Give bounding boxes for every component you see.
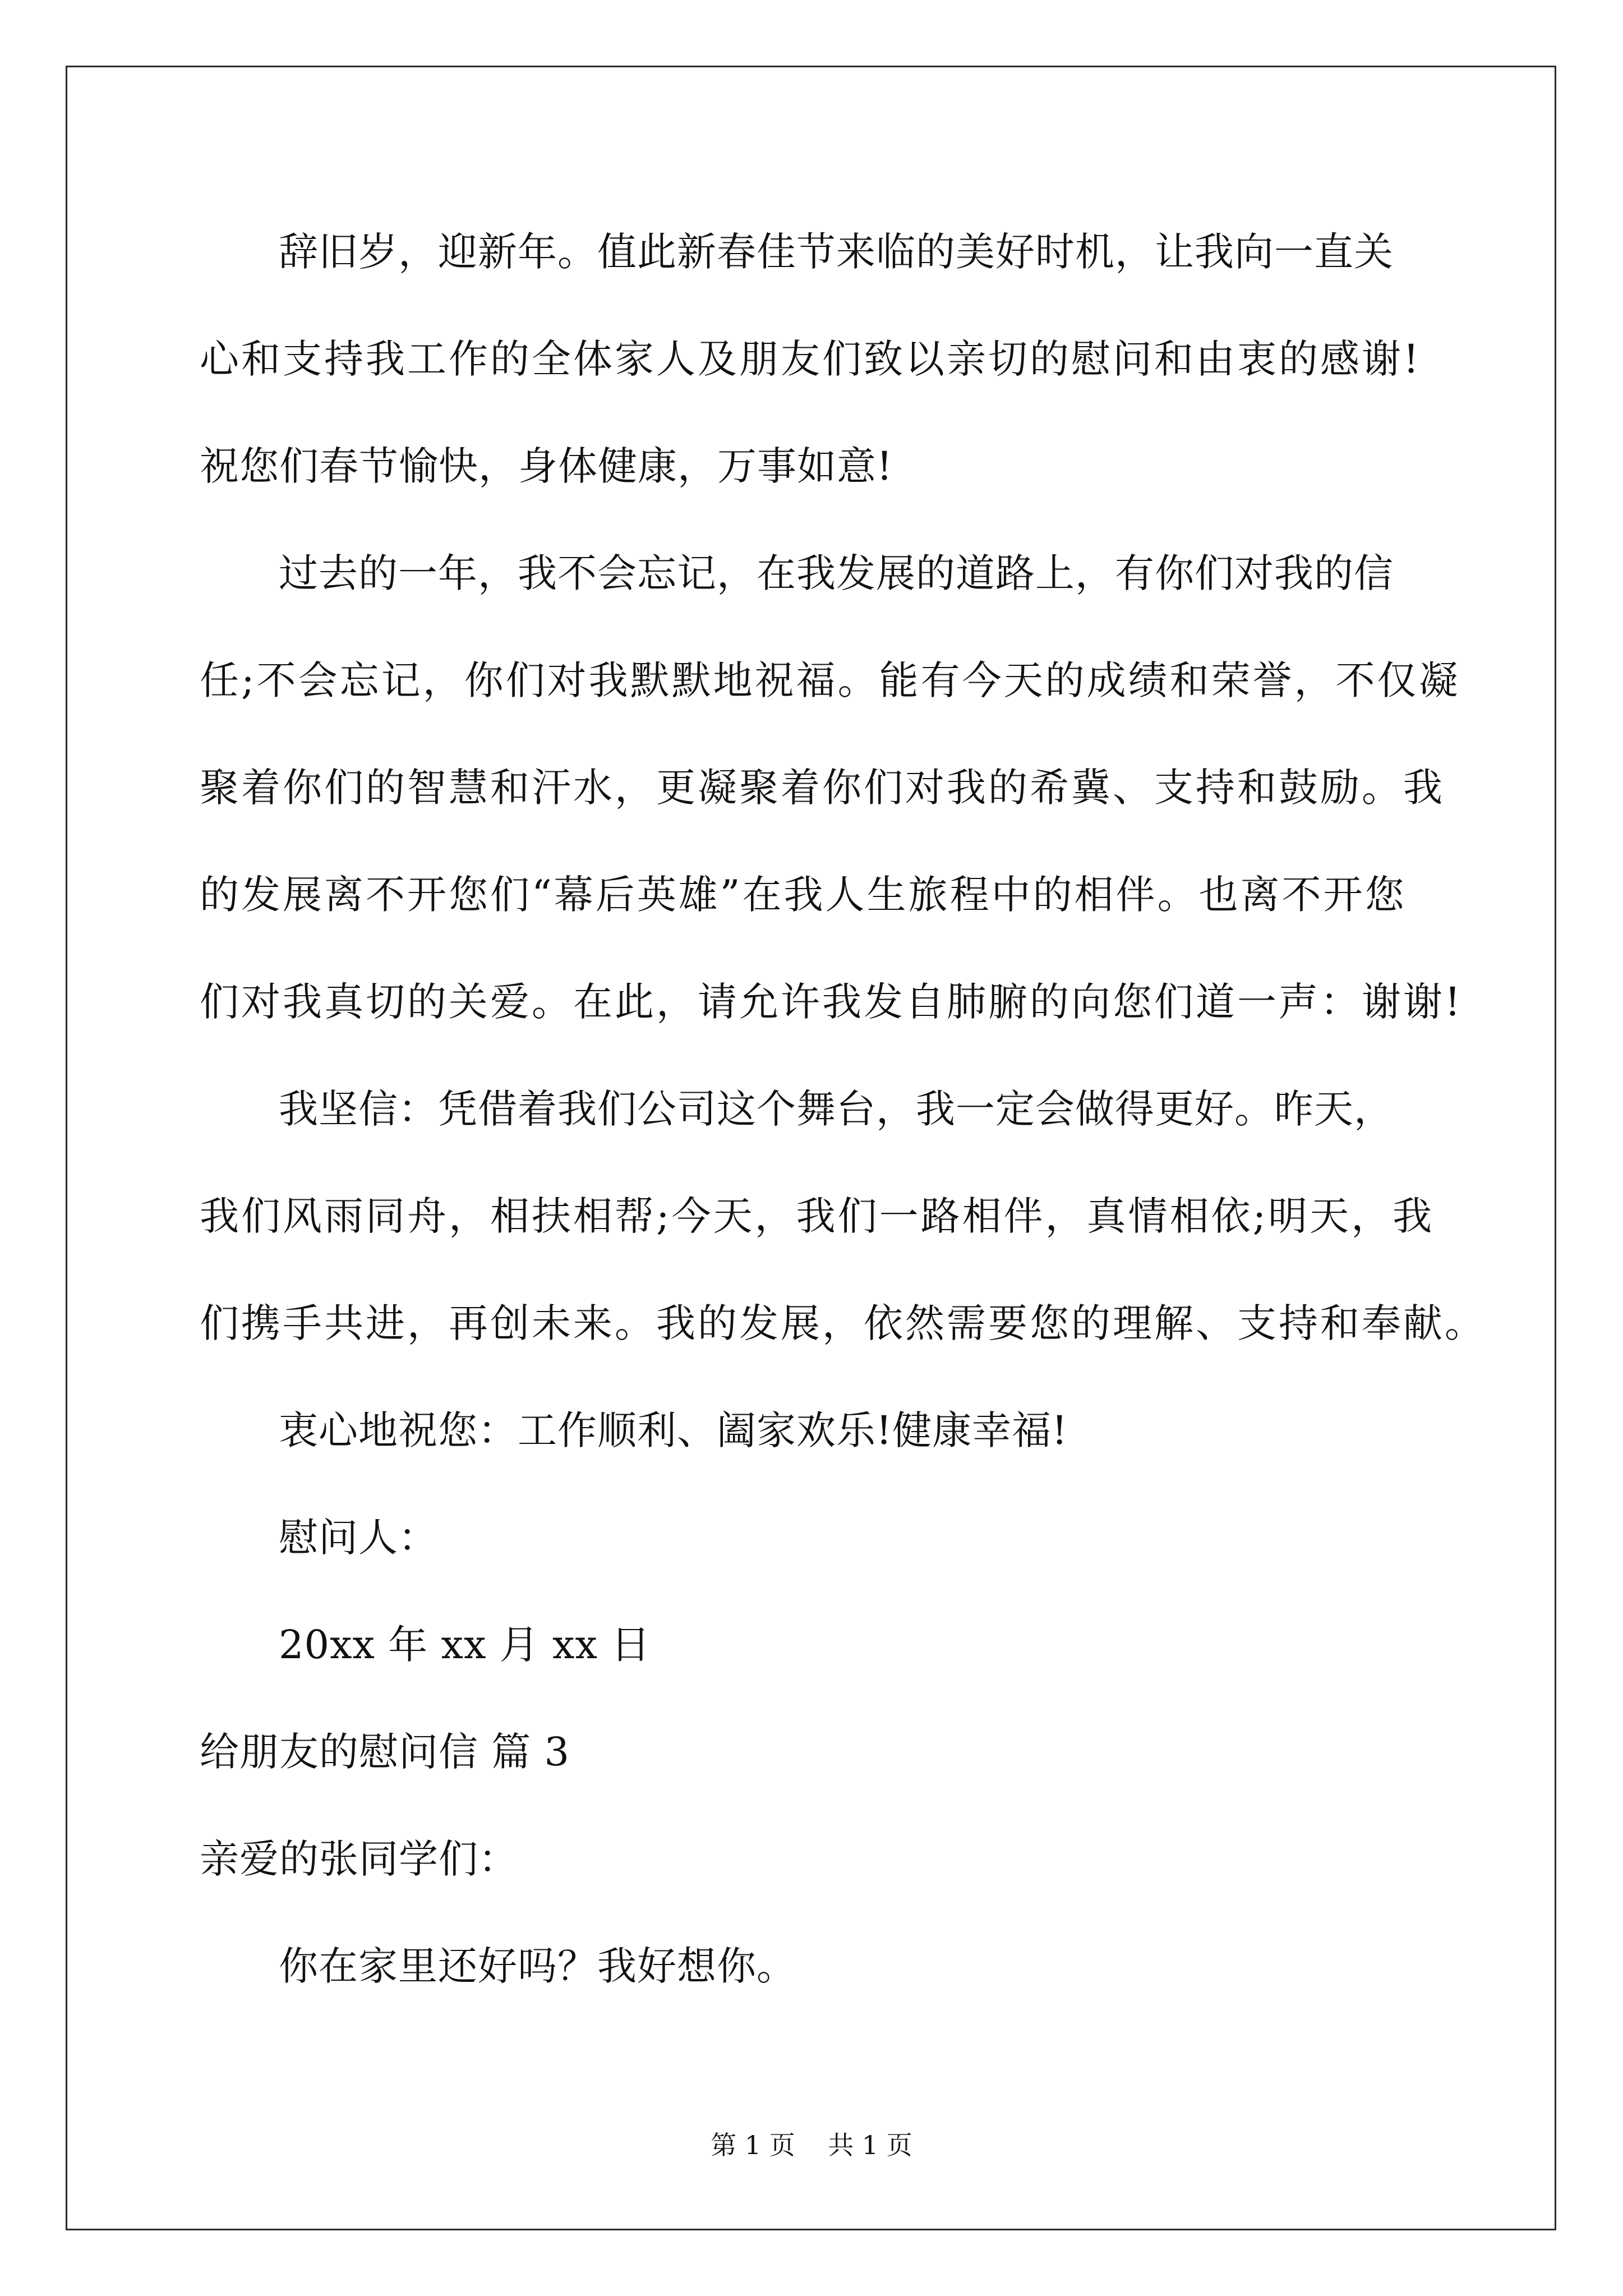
paragraph-1-line-3: 祝您们春节愉快，身体健康，万事如意! — [200, 443, 893, 489]
paragraph-7-line-1: 你在家里还好吗？我好想你。 — [279, 1943, 796, 1989]
salutation: 亲爱的张同学们： — [200, 1836, 518, 1882]
paragraph-1-line-1: 辞旧岁，迎新年。值此新春佳节来临的美好时机，让我向一直关 — [279, 229, 1394, 275]
paragraph-2-line-1: 过去的一年，我不会忘记，在我发展的道路上，有你们对我的信 — [279, 550, 1394, 596]
paragraph-3-line-3: 们携手共进，再创未来。我的发展，依然需要您的理解、支持和奉献。 — [200, 1300, 1486, 1346]
letter-date: 20xx 年 xx 月 xx 日 — [279, 1622, 651, 1668]
paragraph-2-line-5: 们对我真切的关爱。在此，请允许我发自肺腑的向您们道一声：谢谢! — [200, 979, 1463, 1025]
paragraph-3-line-1: 我坚信：凭借着我们公司这个舞台，我一定会做得更好。昨天， — [279, 1086, 1394, 1132]
paragraph-2-line-4: 的发展离不开您们“幕后英雄”在我人生旅程中的相伴。也离不开您 — [200, 872, 1407, 918]
paragraph-2-line-3: 聚着你们的智慧和汗水，更凝聚着你们对我的希冀、支持和鼓励。我 — [200, 765, 1445, 811]
section-title: 给朋友的慰问信 篇 3 — [200, 1729, 570, 1775]
closing-wish: 衷心地祝您：工作顺利、阖家欢乐!健康幸福! — [279, 1407, 1068, 1453]
paragraph-2-line-2: 任;不会忘记，你们对我默默地祝福。能有今天的成绩和荣誉，不仅凝 — [200, 657, 1460, 703]
page-border — [66, 66, 1556, 2230]
page-footer: 第 1 页 共 1 页 — [711, 2130, 912, 2160]
paragraph-1-line-2: 心和支持我工作的全体家人及朋友们致以亲切的慰问和由衷的感谢! — [200, 336, 1422, 382]
signer-label: 慰问人： — [279, 1515, 438, 1561]
paragraph-3-line-2: 我们风雨同舟，相扶相帮;今天，我们一路相伴，真情相依;明天，我 — [200, 1193, 1435, 1239]
